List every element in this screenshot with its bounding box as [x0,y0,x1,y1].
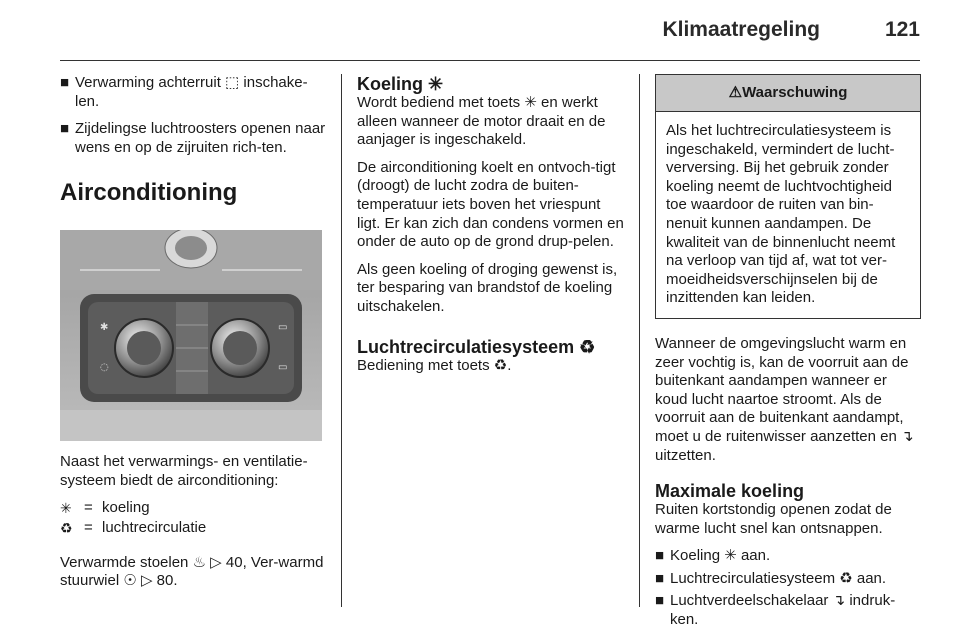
definition-text: koeling [102,498,150,516]
symbol-definitions [60,499,326,538]
list-item: ■ Zijdelingse luchtroosters openen naar wens en op de zijruiten rich-ten. [60,120,326,156]
column-divider-1 [341,74,342,607]
bullet-marker: ■ [655,547,665,565]
section-heading-maximale-koeling: Maximale koeling [655,481,805,502]
bullet-marker: ■ [655,592,665,610]
list-item: ■ Koeling ✳ aan. [655,547,771,565]
warning-title: ⚠Waarschuwing [656,75,920,112]
warning-box [655,74,921,319]
bullet-marker: ■ [655,569,665,587]
column-2 [357,74,624,375]
equals-sign: = [84,498,93,516]
bullet-marker: ■ [60,74,70,91]
bullet-marker: ■ [60,120,70,138]
list-item: ■ Verwarming achterruit ⬚ inschake-len. [60,74,308,110]
svg-text:✱: ✱ [100,322,109,334]
column-1 [60,74,326,591]
column-divider-2 [639,74,640,607]
paragraph: Ruiten kortstondig openen zodat de warme lucht snel kan ontsnappen. [655,501,892,537]
paragraph: Bediening met toets ♻. [357,356,512,374]
svg-text:◌: ◌ [100,362,109,374]
cross-reference-paragraph: Verwarmde stoelen ♨ ▷ 40, Ver-warmd stuurwiel ☉ ▷ 80. [60,553,324,590]
page-number: 121 [884,18,920,41]
header-rule [60,60,920,61]
section-heading-airconditioning: Airconditioning [60,179,238,207]
running-header-title: Klimaatregeling [662,18,820,41]
snowflake-icon: ✳ [60,499,72,516]
intro-paragraph: Naast het verwarmings- en ventilatie-systeem biedt de airconditioning: [60,453,308,489]
warning-text: Als het luchtrecirculatiesysteem is ingeschakeld, vermindert de lucht-verversing. Bij het gebruik zonder koeling neemt de luchtvochtigheid toe waardoor de ruiten van bin-nenuit kunnen aandampen. De kwaliteit van de binnenlucht neemt na verloop van tijd af, wat tot ver-moeidheidsverschijnselen bij de inzittenden kan leiden. [666,122,896,307]
paragraph: Als geen koeling of droging gewenst is, ter besparing van brandstof de koeling uitschakelen. [357,260,618,315]
list-item: ■ Luchtrecirculatiesysteem ♻ aan. [655,569,887,587]
section-heading-koeling: Koeling ✳ [357,74,444,94]
equals-sign: = [84,519,93,537]
recirculation-icon: ♻ [60,520,73,537]
list-item: ■ Luchtverdeelschakelaar ↴ indruk-ken. [655,592,896,629]
section-heading-luchtrecirculatie: Luchtrecirculatiesysteem ♻ [357,336,596,357]
climate-control-panel-photo [60,230,322,441]
column-3 [655,74,921,630]
svg-text:▭: ▭ [278,322,288,334]
paragraph: Wordt bediend met toets ✳ en werkt alleen wanneer de motor draait en de aanjager is ingeschakeld. [357,94,606,149]
svg-text:▭: ▭ [278,362,288,374]
definition-text: luchtrecirculatie [102,519,207,537]
paragraph: Wanneer de omgevingslucht warm en zeer vochtig is, kan de voorruit aan de buitenkant aandampen wanneer er koud lucht naartoe stroomt. Als de voorruit aan de buitenkant aandampt, moet u de ruitenwisser aanzetten en ↴ uitzetten. [655,334,914,464]
paragraph: De airconditioning koelt en ontvoch-tigt (droogt) de lucht zodra de buiten-temperatuur iets boven het vriespunt ligt. Er kan zich dan condens vormen en onder de auto op de grond drup-pelen. [357,158,624,251]
